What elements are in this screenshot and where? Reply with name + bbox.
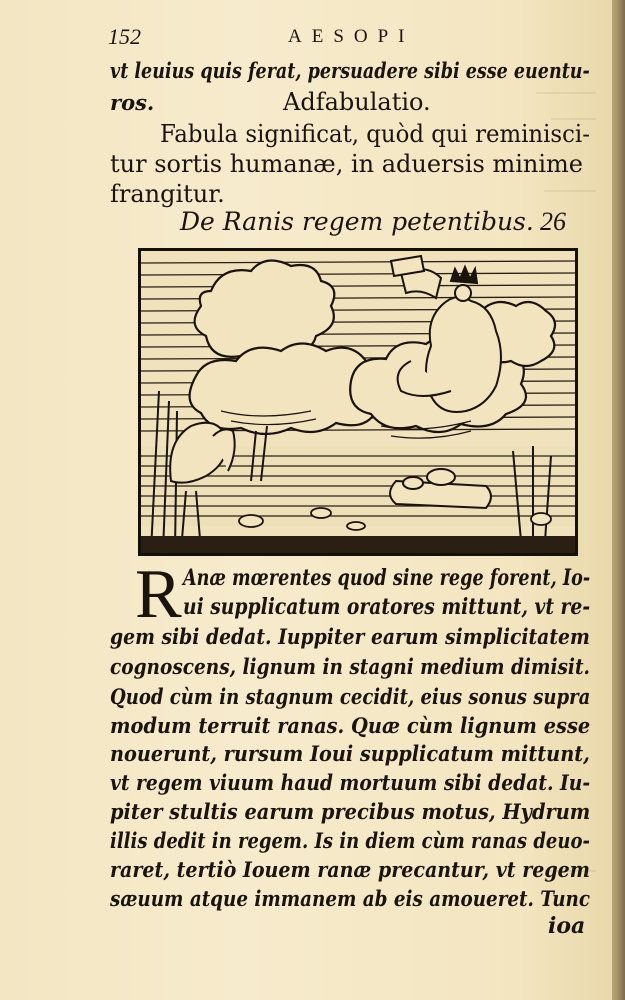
- woodcut-svg: [141, 251, 575, 553]
- previous-fable-line: vt leuius quis ferat, persuadere sibi esse euentu-: [110, 58, 590, 83]
- fable-text-line: ui supplicatum oratores mittunt, vt re-: [183, 594, 591, 620]
- fable-text-line: Anæ mœrentes quod sine rege forent, Io-: [183, 565, 591, 591]
- foreground-ground: [141, 536, 575, 553]
- page-number: 152: [108, 24, 141, 49]
- fable-text-line: piter stultis earum precibus motus, Hydrum: [110, 799, 591, 824]
- fable-text-line: gem sibi dedat. Iuppiter earum simplicitatem: [110, 624, 590, 649]
- moral-line: tur sortis humanæ, in aduersis minime: [110, 150, 583, 178]
- moral-line: Fabula significat, quòd qui reminisci-: [160, 120, 590, 148]
- bleed-through-mark: [536, 92, 596, 94]
- fable-text-line: modum terruit ranas. Quæ cùm lignum esse: [110, 713, 591, 738]
- catchword: ioa: [548, 913, 586, 939]
- fable-text-line: nouerunt, rursum Ioui supplicatum mittunt,: [110, 741, 590, 766]
- previous-fable-line: ros.: [110, 90, 155, 115]
- fable-text-line: Quod cùm in stagnum cecidit, eius sonus supra: [110, 684, 591, 709]
- page-header: [108, 24, 576, 54]
- page-edge-shadow: [612, 0, 625, 1000]
- running-head: AESOPI: [288, 26, 415, 47]
- fable-title: De Ranis regem petentibus.: [180, 207, 534, 236]
- woodcut-illustration: [138, 248, 578, 556]
- moral-line: frangitur.: [110, 180, 225, 208]
- fable-number: 26: [540, 207, 566, 236]
- fable-text-line: raret, tertiò Iouem ranæ precantur, vt regem: [110, 857, 590, 882]
- bleed-through-mark: [544, 190, 596, 192]
- fable-text-line: cognoscens, lignum in stagni medium dimisit.: [110, 654, 590, 679]
- fable-text-line: sæuum atque immanem ab eis amoueret. Tunc: [110, 886, 591, 911]
- drop-cap: R: [135, 556, 182, 633]
- adfabulatio-heading: Adfabulatio.: [283, 88, 431, 116]
- fable-text-line: vt regem viuum haud mortuum sibi dedat. Iu-: [110, 770, 591, 795]
- fable-text-line: illis dedit in regem. Is in diem cùm ranas deuo-: [110, 828, 590, 853]
